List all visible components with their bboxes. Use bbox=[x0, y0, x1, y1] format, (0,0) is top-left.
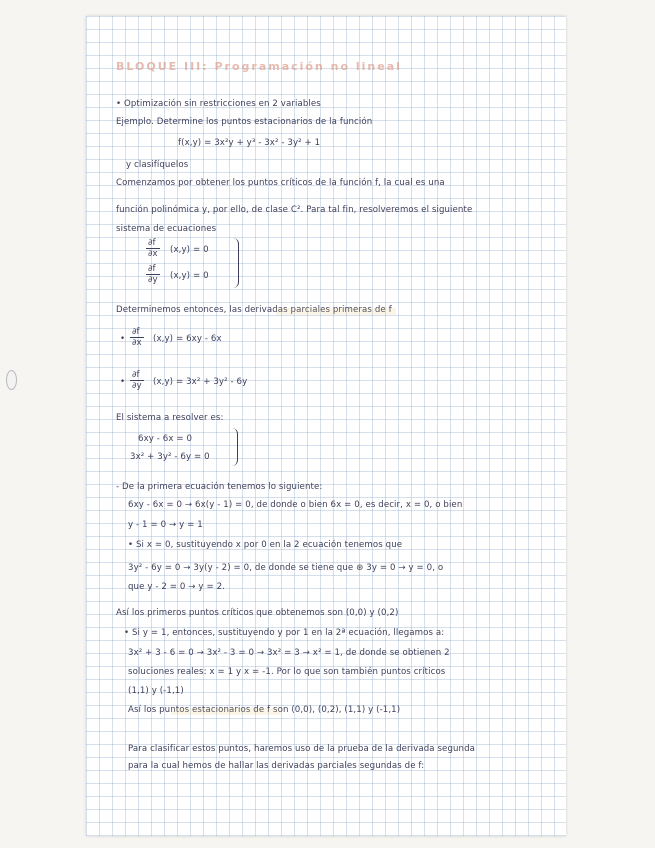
highlight-mark bbox=[276, 308, 396, 315]
partial-fraction: $\frac{\partial f}{\partial x}$ bbox=[132, 327, 142, 348]
text-line: Así los primeros puntos críticos que obtenemos son (0,0) y (0,2) bbox=[116, 608, 399, 618]
partial-y-expression: (x,y) = 3x² + 3y² - 6y bbox=[153, 377, 248, 387]
system-equation: 6xy - 6x = 0 bbox=[138, 434, 193, 444]
system-equation: 3x² + 3y² - 6y = 0 bbox=[130, 452, 210, 462]
text-line: • Optimización sin restricciones en 2 variables bbox=[116, 99, 321, 109]
text-line: 6xy - 6x = 0 → 6x(y - 1) = 0, de donde o bien 6x = 0, es decir, x = 0, o bien bbox=[128, 500, 463, 510]
partial-x-expression: (x,y) = 6xy - 6x bbox=[153, 334, 222, 344]
function-definition: f(x,y) = 3x²y + y³ - 3x² - 3y² + 1 bbox=[178, 138, 321, 148]
text-line: Ejemplo. Determine los puntos estacionarios de la función bbox=[116, 117, 373, 127]
text-line: El sistema a resolver es: bbox=[116, 413, 224, 423]
text-line: Determinemos entonces, las derivadas parciales primeras de f bbox=[116, 305, 392, 315]
text-line: sistema de ecuaciones bbox=[116, 224, 217, 234]
equation-rest: (x,y) = 0 bbox=[170, 245, 209, 255]
text-line: • Si y = 1, entonces, sustituyendo y por 1 en la 2ª ecuación, llegamos a: bbox=[124, 628, 445, 638]
text-line: soluciones reales: x = 1 y x = -1. Por lo que son también puntos críticos bbox=[128, 667, 446, 677]
partial-fraction: $\frac{\partial f}{\partial y}$ bbox=[132, 370, 142, 391]
text-line: y - 1 = 0 → y = 1 bbox=[128, 520, 203, 530]
text-line: - De la primera ecuación tenemos lo siguiente: bbox=[116, 482, 323, 492]
bullet-icon: • bbox=[120, 377, 126, 387]
text-line: Comenzamos por obtener los puntos críticos de la función f, la cual es una bbox=[116, 178, 445, 188]
system-brace bbox=[232, 238, 239, 288]
bullet-icon: • bbox=[120, 334, 126, 344]
system-brace bbox=[231, 428, 238, 466]
highlight-mark bbox=[171, 708, 281, 715]
text-line: 3y² - 6y = 0 → 3y(y - 2) = 0, de donde se tiene que ⊛ 3y = 0 → y = 0, o bbox=[128, 563, 444, 573]
partial-fraction: $\frac{\partial f}{\partial y}$ bbox=[148, 264, 158, 285]
text-line: Para clasificar estos puntos, haremos uso de la prueba de la derivada segunda bbox=[128, 744, 476, 754]
text-line: y clasifíquelos bbox=[126, 160, 189, 170]
text-line: para la cual hemos de hallar las derivadas parciales segundas de f: bbox=[128, 761, 425, 771]
partial-fraction: $\frac{\partial f}{\partial x}$ bbox=[148, 238, 158, 259]
text-line: Así los puntos estacionarios de f son (0,0), (0,2), (1,1) y (-1,1) bbox=[128, 705, 401, 715]
text-line: • Si x = 0, sustituyendo x por 0 en la 2 ecuación tenemos que bbox=[128, 540, 403, 550]
text-line: 3x² + 3 - 6 = 0 → 3x² - 3 = 0 → 3x² = 3 → x² = 1, de donde se obtienen 2 bbox=[128, 648, 450, 658]
text-line: que y - 2 = 0 → y = 2. bbox=[128, 582, 225, 592]
page-title: BLOQUE III: Programación no lineal bbox=[116, 60, 402, 73]
equation-rest: (x,y) = 0 bbox=[170, 271, 209, 281]
notebook-page bbox=[86, 16, 566, 836]
text-line: función polinómica y, por ello, de clase C². Para tal fin, resolveremos el siguiente bbox=[116, 205, 473, 215]
binder-hole bbox=[6, 370, 17, 390]
text-line: (1,1) y (-1,1) bbox=[128, 686, 184, 696]
